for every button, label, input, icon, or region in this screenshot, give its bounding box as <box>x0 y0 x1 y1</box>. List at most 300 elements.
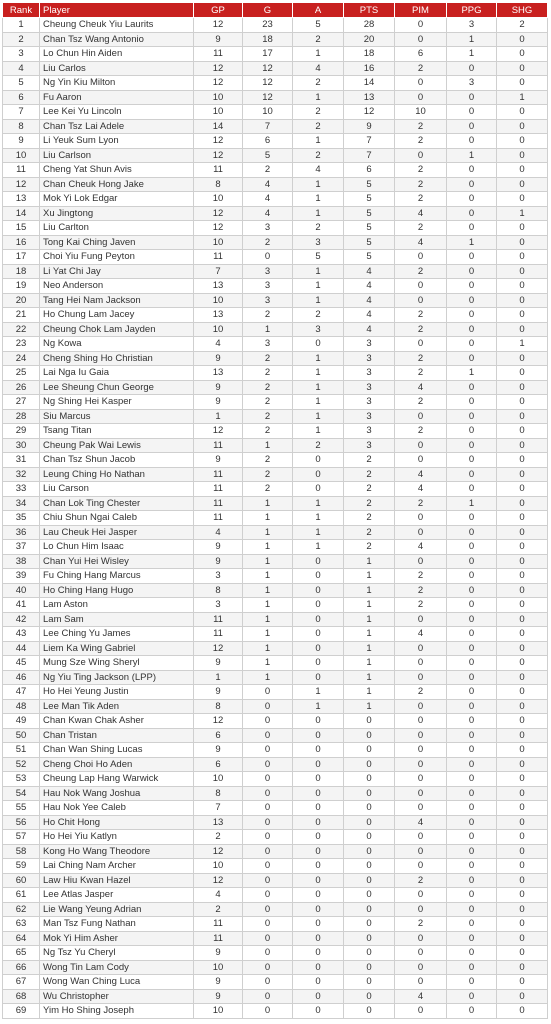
cell-pts: 2 <box>344 525 395 540</box>
table-row <box>3 685 548 700</box>
player-stats-table <box>2 2 548 1019</box>
cell-gp: 12 <box>194 206 243 221</box>
cell-g: 1 <box>243 656 293 671</box>
cell-pim: 2 <box>395 177 447 192</box>
cell-player: Lau Cheuk Hei Jasper <box>40 525 194 540</box>
table-row <box>3 47 548 62</box>
table-row <box>3 888 548 903</box>
cell-pts: 1 <box>344 627 395 642</box>
cell-gp: 9 <box>194 395 243 410</box>
cell-gp: 12 <box>194 61 243 76</box>
cell-ppg: 0 <box>447 279 497 294</box>
cell-pim: 2 <box>395 163 447 178</box>
cell-gp: 9 <box>194 743 243 758</box>
cell-shg: 0 <box>497 76 548 91</box>
cell-shg: 0 <box>497 873 548 888</box>
cell-g: 2 <box>243 163 293 178</box>
table-row <box>3 786 548 801</box>
cell-ppg: 0 <box>447 1004 497 1019</box>
table-row <box>3 772 548 787</box>
cell-pts: 3 <box>344 438 395 453</box>
table-row <box>3 293 548 308</box>
cell-rank: 40 <box>3 583 40 598</box>
cell-player: Xu Jingtong <box>40 206 194 221</box>
cell-pim: 2 <box>395 569 447 584</box>
table-row <box>3 409 548 424</box>
cell-player: Liu Carlton <box>40 221 194 236</box>
cell-gp: 10 <box>194 235 243 250</box>
table-row <box>3 192 548 207</box>
cell-rank: 8 <box>3 119 40 134</box>
cell-g: 0 <box>243 815 293 830</box>
cell-ppg: 1 <box>447 235 497 250</box>
cell-g: 1 <box>243 496 293 511</box>
cell-pts: 2 <box>344 540 395 555</box>
cell-gp: 3 <box>194 569 243 584</box>
cell-rank: 55 <box>3 801 40 816</box>
cell-g: 0 <box>243 830 293 845</box>
cell-pim: 2 <box>395 134 447 149</box>
cell-rank: 23 <box>3 337 40 352</box>
cell-ppg: 0 <box>447 119 497 134</box>
cell-rank: 18 <box>3 264 40 279</box>
cell-gp: 8 <box>194 699 243 714</box>
cell-shg: 0 <box>497 395 548 410</box>
cell-a: 1 <box>293 177 344 192</box>
cell-a: 0 <box>293 337 344 352</box>
cell-rank: 56 <box>3 815 40 830</box>
cell-gp: 11 <box>194 511 243 526</box>
cell-shg: 0 <box>497 293 548 308</box>
cell-pts: 3 <box>344 337 395 352</box>
cell-rank: 64 <box>3 931 40 946</box>
cell-shg: 0 <box>497 554 548 569</box>
cell-ppg: 0 <box>447 975 497 990</box>
cell-rank: 65 <box>3 946 40 961</box>
cell-pim: 0 <box>395 641 447 656</box>
cell-pts: 0 <box>344 902 395 917</box>
cell-shg: 1 <box>497 90 548 105</box>
cell-pts: 3 <box>344 424 395 439</box>
cell-gp: 10 <box>194 322 243 337</box>
header-player[interactable]: Player <box>40 3 194 18</box>
cell-player: Lee Atlas Jasper <box>40 888 194 903</box>
cell-player: Chan Yui Hei Wisley <box>40 554 194 569</box>
cell-pts: 0 <box>344 888 395 903</box>
cell-gp: 4 <box>194 888 243 903</box>
cell-player: Cheung Cheuk Yiu Laurits <box>40 18 194 33</box>
cell-ppg: 0 <box>447 221 497 236</box>
cell-rank: 51 <box>3 743 40 758</box>
cell-a: 0 <box>293 1004 344 1019</box>
cell-player: Fu Ching Hang Marcus <box>40 569 194 584</box>
cell-a: 0 <box>293 598 344 613</box>
cell-rank: 24 <box>3 351 40 366</box>
header-pim[interactable]: PIM <box>395 3 447 18</box>
cell-pim: 0 <box>395 931 447 946</box>
cell-ppg: 0 <box>447 264 497 279</box>
cell-a: 0 <box>293 714 344 729</box>
header-rank[interactable]: Rank <box>3 3 40 18</box>
cell-g: 0 <box>243 844 293 859</box>
cell-pts: 4 <box>344 308 395 323</box>
cell-shg: 0 <box>497 511 548 526</box>
cell-shg: 0 <box>497 627 548 642</box>
cell-gp: 13 <box>194 815 243 830</box>
cell-a: 1 <box>293 685 344 700</box>
cell-gp: 7 <box>194 801 243 816</box>
cell-player: Ng Tsz Yu Cheryl <box>40 946 194 961</box>
header-ppg[interactable]: PPG <box>447 3 497 18</box>
cell-pts: 16 <box>344 61 395 76</box>
cell-g: 1 <box>243 322 293 337</box>
cell-pim: 4 <box>395 206 447 221</box>
cell-pim: 0 <box>395 554 447 569</box>
cell-gp: 9 <box>194 975 243 990</box>
cell-ppg: 0 <box>447 888 497 903</box>
cell-a: 0 <box>293 670 344 685</box>
cell-ppg: 0 <box>447 337 497 352</box>
cell-a: 0 <box>293 902 344 917</box>
cell-g: 2 <box>243 366 293 381</box>
table-row <box>3 960 548 975</box>
table-row <box>3 627 548 642</box>
cell-pim: 0 <box>395 960 447 975</box>
cell-pts: 0 <box>344 830 395 845</box>
cell-pim: 0 <box>395 18 447 33</box>
cell-rank: 36 <box>3 525 40 540</box>
cell-pts: 20 <box>344 32 395 47</box>
cell-g: 0 <box>243 917 293 932</box>
cell-gp: 10 <box>194 859 243 874</box>
cell-pim: 6 <box>395 47 447 62</box>
cell-shg: 1 <box>497 337 548 352</box>
cell-pts: 2 <box>344 482 395 497</box>
cell-ppg: 0 <box>447 873 497 888</box>
cell-pim: 2 <box>395 917 447 932</box>
cell-pts: 1 <box>344 554 395 569</box>
cell-ppg: 0 <box>447 206 497 221</box>
cell-player: Lam Aston <box>40 598 194 613</box>
cell-pim: 0 <box>395 714 447 729</box>
cell-g: 2 <box>243 308 293 323</box>
cell-pim: 0 <box>395 511 447 526</box>
cell-ppg: 0 <box>447 598 497 613</box>
cell-pim: 0 <box>395 743 447 758</box>
cell-a: 0 <box>293 975 344 990</box>
cell-shg: 0 <box>497 453 548 468</box>
cell-rank: 52 <box>3 757 40 772</box>
table-row <box>3 540 548 555</box>
cell-shg: 0 <box>497 32 548 47</box>
cell-rank: 41 <box>3 598 40 613</box>
cell-rank: 4 <box>3 61 40 76</box>
cell-ppg: 1 <box>447 32 497 47</box>
cell-ppg: 0 <box>447 772 497 787</box>
cell-ppg: 0 <box>447 786 497 801</box>
cell-rank: 32 <box>3 467 40 482</box>
cell-pim: 2 <box>395 598 447 613</box>
cell-pts: 1 <box>344 685 395 700</box>
cell-gp: 7 <box>194 264 243 279</box>
cell-gp: 9 <box>194 656 243 671</box>
cell-pts: 0 <box>344 844 395 859</box>
table-row <box>3 438 548 453</box>
cell-shg: 0 <box>497 163 548 178</box>
cell-shg: 0 <box>497 772 548 787</box>
cell-rank: 62 <box>3 902 40 917</box>
cell-g: 1 <box>243 569 293 584</box>
cell-pts: 3 <box>344 380 395 395</box>
cell-shg: 0 <box>497 467 548 482</box>
header-shg[interactable]: SHG <box>497 3 548 18</box>
cell-pts: 9 <box>344 119 395 134</box>
cell-ppg: 0 <box>447 308 497 323</box>
cell-shg: 0 <box>497 482 548 497</box>
cell-ppg: 0 <box>447 830 497 845</box>
cell-g: 10 <box>243 105 293 120</box>
cell-g: 2 <box>243 453 293 468</box>
cell-pts: 2 <box>344 453 395 468</box>
cell-pim: 0 <box>395 1004 447 1019</box>
table-row <box>3 699 548 714</box>
cell-ppg: 0 <box>447 612 497 627</box>
cell-a: 0 <box>293 931 344 946</box>
cell-shg: 0 <box>497 525 548 540</box>
cell-gp: 9 <box>194 989 243 1004</box>
table-row <box>3 946 548 961</box>
cell-pim: 4 <box>395 540 447 555</box>
cell-gp: 9 <box>194 554 243 569</box>
table-row <box>3 235 548 250</box>
cell-a: 2 <box>293 438 344 453</box>
cell-player: Cheng Choi Ho Aden <box>40 757 194 772</box>
cell-player: Neo Anderson <box>40 279 194 294</box>
cell-ppg: 0 <box>447 525 497 540</box>
cell-g: 1 <box>243 511 293 526</box>
cell-rank: 7 <box>3 105 40 120</box>
cell-pim: 0 <box>395 757 447 772</box>
cell-player: Lie Wang Yeung Adrian <box>40 902 194 917</box>
cell-pim: 0 <box>395 786 447 801</box>
cell-gp: 1 <box>194 670 243 685</box>
cell-ppg: 0 <box>447 424 497 439</box>
table-row <box>3 830 548 845</box>
cell-player: Li Yeuk Sum Lyon <box>40 134 194 149</box>
cell-gp: 4 <box>194 525 243 540</box>
cell-gp: 8 <box>194 786 243 801</box>
cell-g: 0 <box>243 931 293 946</box>
cell-gp: 13 <box>194 308 243 323</box>
cell-player: Chan Lok Ting Chester <box>40 496 194 511</box>
cell-gp: 10 <box>194 192 243 207</box>
cell-gp: 10 <box>194 1004 243 1019</box>
cell-ppg: 0 <box>447 931 497 946</box>
cell-a: 0 <box>293 844 344 859</box>
cell-pts: 4 <box>344 322 395 337</box>
header-g[interactable]: G <box>243 3 293 18</box>
cell-player: Mok Yi Him Asher <box>40 931 194 946</box>
cell-pim: 0 <box>395 699 447 714</box>
table-row <box>3 105 548 120</box>
cell-gp: 9 <box>194 351 243 366</box>
table-row <box>3 554 548 569</box>
cell-pts: 13 <box>344 90 395 105</box>
cell-pim: 0 <box>395 90 447 105</box>
cell-shg: 0 <box>497 279 548 294</box>
cell-ppg: 0 <box>447 670 497 685</box>
cell-player: Kong Ho Wang Theodore <box>40 844 194 859</box>
cell-player: Lam Sam <box>40 612 194 627</box>
cell-pim: 0 <box>395 438 447 453</box>
cell-player: Ng Yin Kiu Milton <box>40 76 194 91</box>
cell-player: Cheng Shing Ho Christian <box>40 351 194 366</box>
cell-ppg: 0 <box>447 569 497 584</box>
table-row <box>3 279 548 294</box>
cell-a: 2 <box>293 105 344 120</box>
cell-rank: 12 <box>3 177 40 192</box>
cell-g: 2 <box>243 409 293 424</box>
cell-player: Cheung Lap Hang Warwick <box>40 772 194 787</box>
cell-shg: 0 <box>497 612 548 627</box>
cell-pim: 0 <box>395 902 447 917</box>
cell-ppg: 0 <box>447 946 497 961</box>
cell-pim: 2 <box>395 395 447 410</box>
table-row <box>3 467 548 482</box>
cell-gp: 12 <box>194 424 243 439</box>
cell-g: 0 <box>243 250 293 265</box>
cell-player: Lee Man Tik Aden <box>40 699 194 714</box>
cell-pts: 5 <box>344 192 395 207</box>
cell-ppg: 0 <box>447 743 497 758</box>
cell-rank: 1 <box>3 18 40 33</box>
table-body <box>3 18 548 1019</box>
cell-shg: 0 <box>497 641 548 656</box>
cell-shg: 0 <box>497 61 548 76</box>
cell-ppg: 0 <box>447 453 497 468</box>
cell-a: 2 <box>293 76 344 91</box>
cell-pts: 5 <box>344 206 395 221</box>
cell-pts: 0 <box>344 757 395 772</box>
cell-a: 1 <box>293 511 344 526</box>
header-gp[interactable]: GP <box>194 3 243 18</box>
cell-ppg: 0 <box>447 409 497 424</box>
table-row <box>3 134 548 149</box>
cell-a: 0 <box>293 830 344 845</box>
cell-g: 4 <box>243 206 293 221</box>
cell-rank: 54 <box>3 786 40 801</box>
cell-a: 4 <box>293 61 344 76</box>
header-pts[interactable]: PTS <box>344 3 395 18</box>
cell-gp: 14 <box>194 119 243 134</box>
cell-gp: 11 <box>194 917 243 932</box>
cell-a: 0 <box>293 917 344 932</box>
cell-g: 0 <box>243 888 293 903</box>
table-row <box>3 177 548 192</box>
cell-pim: 0 <box>395 337 447 352</box>
cell-pts: 1 <box>344 569 395 584</box>
cell-player: Ho Ching Hang Hugo <box>40 583 194 598</box>
cell-rank: 50 <box>3 728 40 743</box>
cell-player: Tang Hei Nam Jackson <box>40 293 194 308</box>
cell-shg: 0 <box>497 975 548 990</box>
cell-ppg: 0 <box>447 380 497 395</box>
cell-pts: 4 <box>344 293 395 308</box>
cell-g: 1 <box>243 540 293 555</box>
table-row <box>3 569 548 584</box>
cell-pts: 1 <box>344 656 395 671</box>
cell-g: 2 <box>243 235 293 250</box>
cell-gp: 12 <box>194 221 243 236</box>
cell-a: 4 <box>293 163 344 178</box>
cell-g: 3 <box>243 279 293 294</box>
cell-ppg: 0 <box>447 482 497 497</box>
cell-a: 1 <box>293 496 344 511</box>
table-row <box>3 90 548 105</box>
cell-ppg: 0 <box>447 902 497 917</box>
cell-rank: 68 <box>3 989 40 1004</box>
cell-gp: 10 <box>194 960 243 975</box>
cell-pts: 3 <box>344 409 395 424</box>
cell-pim: 4 <box>395 380 447 395</box>
cell-rank: 26 <box>3 380 40 395</box>
cell-shg: 0 <box>497 815 548 830</box>
cell-player: Lo Chun Him Isaac <box>40 540 194 555</box>
cell-rank: 48 <box>3 699 40 714</box>
cell-pim: 0 <box>395 946 447 961</box>
table-row <box>3 424 548 439</box>
cell-player: Ng Kowa <box>40 337 194 352</box>
cell-gp: 12 <box>194 714 243 729</box>
cell-g: 0 <box>243 902 293 917</box>
cell-gp: 11 <box>194 931 243 946</box>
cell-shg: 0 <box>497 322 548 337</box>
cell-pts: 0 <box>344 946 395 961</box>
cell-g: 17 <box>243 47 293 62</box>
cell-g: 0 <box>243 772 293 787</box>
cell-pts: 0 <box>344 772 395 787</box>
cell-pim: 0 <box>395 148 447 163</box>
table-row <box>3 337 548 352</box>
cell-pts: 12 <box>344 105 395 120</box>
cell-player: Tong Kai Ching Javen <box>40 235 194 250</box>
table-row <box>3 511 548 526</box>
cell-player: Mok Yi Lok Edgar <box>40 192 194 207</box>
cell-ppg: 0 <box>447 61 497 76</box>
cell-pim: 2 <box>395 192 447 207</box>
header-a[interactable]: A <box>293 3 344 18</box>
cell-gp: 6 <box>194 757 243 772</box>
table-row <box>3 917 548 932</box>
cell-pts: 3 <box>344 351 395 366</box>
cell-a: 0 <box>293 786 344 801</box>
cell-shg: 0 <box>497 989 548 1004</box>
cell-pts: 7 <box>344 148 395 163</box>
cell-shg: 0 <box>497 119 548 134</box>
cell-shg: 0 <box>497 743 548 758</box>
cell-pim: 0 <box>395 888 447 903</box>
cell-player: Lee Kei Yu Lincoln <box>40 105 194 120</box>
cell-player: Mung Sze Wing Sheryl <box>40 656 194 671</box>
table-row <box>3 641 548 656</box>
cell-ppg: 0 <box>447 467 497 482</box>
cell-a: 0 <box>293 960 344 975</box>
cell-ppg: 0 <box>447 192 497 207</box>
cell-gp: 12 <box>194 844 243 859</box>
cell-pim: 0 <box>395 293 447 308</box>
cell-shg: 0 <box>497 801 548 816</box>
table-row <box>3 308 548 323</box>
